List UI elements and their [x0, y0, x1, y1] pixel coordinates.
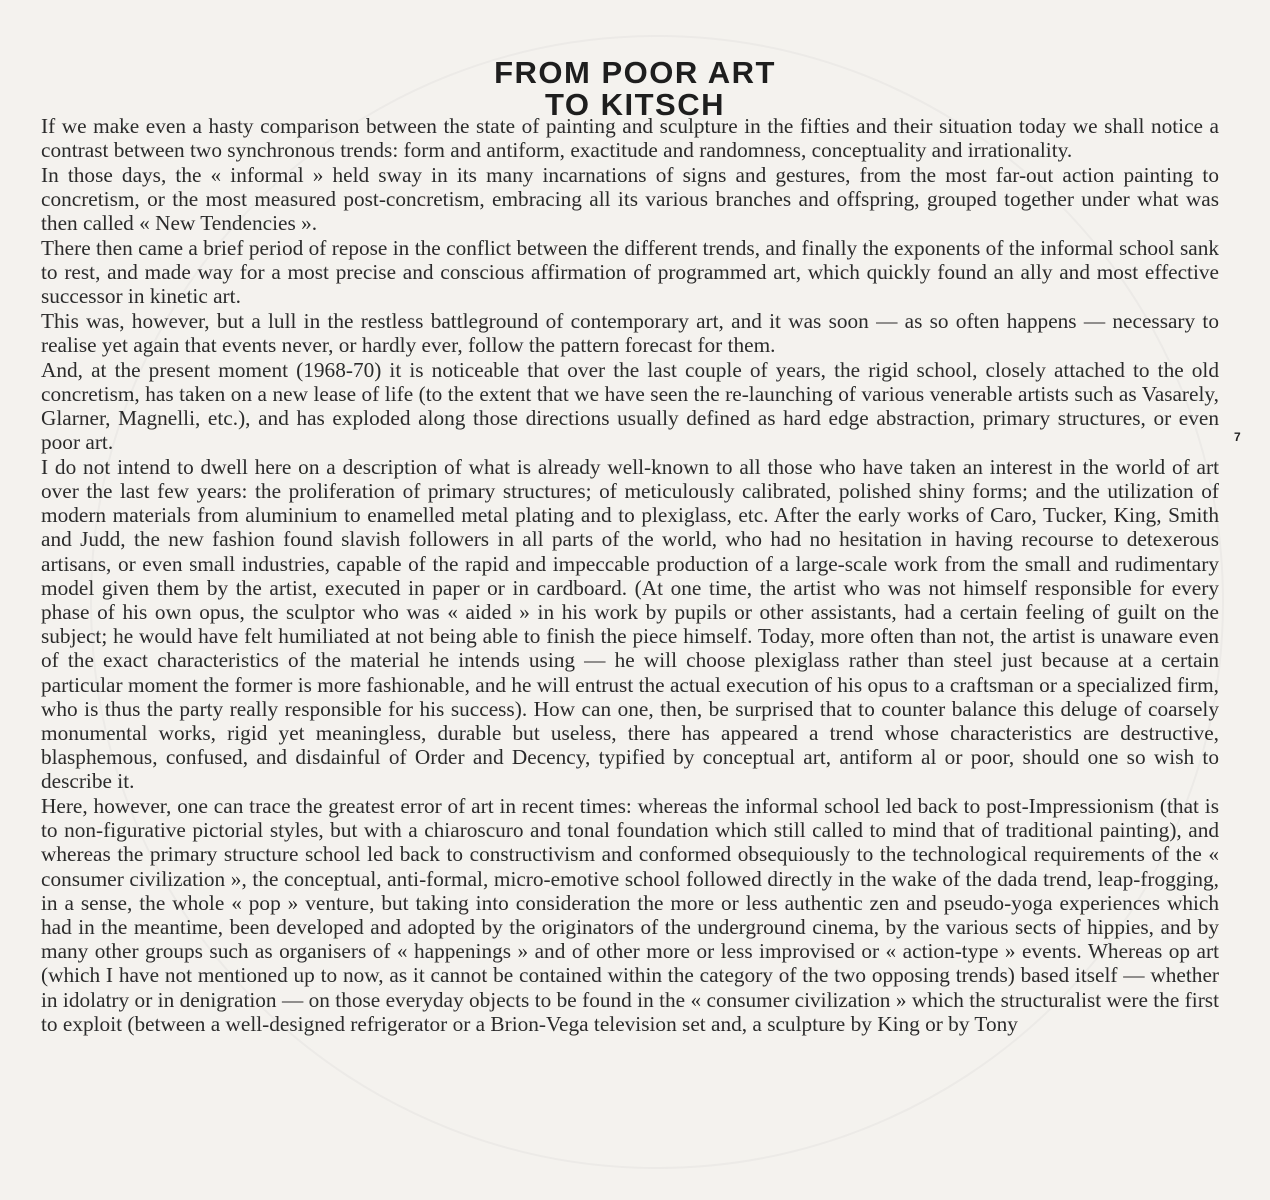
title-line-1: FROM POOR ART — [494, 54, 776, 90]
paragraph: Here, however, one can trace the greatest error of art in recent times: whereas the informal school led back to post-Impressionism (that is to non-figurative pictorial styles, but with a chiaroscuro and tonal foundation which still called to mind that of traditional painting), and whereas the primary structure school led back to constructivism and conformed obsequiously to the technological requirements of the « consumer civilization », the conceptual, anti-formal, micro-emotive school followed directly in the wake of the dada trend, leap-frogging, in a sense, the whole « pop » venture, but taking into consideration the more or less authentic zen and pseudo-yoga experiences which had in the meantime, been developed and adopted by the originators of the underground cinema, by the various sects of hippies, and by many other groups such as organisers of « happenings » and of other more or less improvised or « action-type » events. Whereas op art (which I have not mentioned up to now, as it cannot be contained within the category of the two opposing trends) based itself — whether in idolatry or in denigration — on those everyday objects to be found in the « consumer civilization » which the structuralist were the first to exploit (between a well-designed refrigerator or a Brion-Vega television set and, a sculpture by King or by Tony — [41, 794, 1219, 1036]
paragraph: And, at the present moment (1968-70) it is noticeable that over the last couple of years, the rigid school, closely attached to the old concretism, has taken on a new lease of life (to the extent that we have seen the re-launching of various venerable artists such as Vasarely, Glarner, Magnelli, etc.), and has exploded along those directions usually defined as hard edge abstraction, primary structures, or even poor art. — [41, 357, 1219, 455]
paragraph: I do not intend to dwell here on a description of what is already well-known to all those who have taken an interest in the world of art over the last few years: the proliferation of primary structures; of meticulously calibrated, polished shiny forms; and the utilization of modern materials from aluminium to enamelled metal plating and to plexiglass, etc. After the early works of Caro, Tucker, King, Smith and Judd, the new fashion found slavish followers in all parts of the world, who had no hesitation in having recourse to detexerous artisans, or even small industries, capable of the rapid and impeccable production of a large-scale work from the small and rudimentary model given them by the artist, executed in paper or in cardboard. (At one time, the artist who was not himself responsible for every phase of his own opus, the sculptor who was « aided » in his work by pupils or other assistants, had a certain feeling of guilt on the subject; he would have felt humiliated at not being able to finish the piece himself. Today, more often than not, the artist is unaware even of the exact characteristics of the material he intends using — he will choose plexiglass rather than steel just because at a certain particular moment the former is more fashionable, and he will entrust the actual execution of his opus to a craftsman or a specialized firm, who is thus the party really responsible for his success). How can one, then, be surprised that to counter balance this deluge of coarsely monumental works, rigid yet meaningless, durable but useless, there has appeared a trend whose characteristics are destructive, blasphemous, confused, and disdainful of Order and Decency, typified by conceptual art, antiform al or poor, should one so wish to describe it. — [41, 454, 1219, 794]
paragraph: There then came a brief period of repose in the conflict between the different trends, and finally the exponents of the informal school sank to rest, and made way for a most precise and conscious affirmation of programmed art, which quickly found an ally and most effective successor in kinetic art. — [41, 235, 1219, 309]
title-line-2: TO KITSCH — [545, 86, 725, 122]
article-body — [41, 114, 1219, 1036]
paragraph: In those days, the « informal » held sway in its many incarnations of signs and gestures, from the most far-out action painting to concretism, or the most measured post-concretism, embracing all its various branches and offspring, grouped together under what was then called « New Tendencies ». — [41, 162, 1219, 236]
paragraph: If we make even a hasty comparison between the state of painting and sculpture in the fifties and their situation today we shall notice a contrast between two synchronous trends: form and antiform, exactitude and randomness, conceptuality and irrationality. — [41, 114, 1219, 163]
page-title — [0, 54, 1270, 122]
paragraph: This was, however, but a lull in the restless battleground of contemporary art, and it was soon — as so often happens — necessary to realise yet again that events never, or hardly ever, follow the pattern forecast for them. — [41, 308, 1219, 357]
page-number: 7 — [1234, 430, 1241, 444]
